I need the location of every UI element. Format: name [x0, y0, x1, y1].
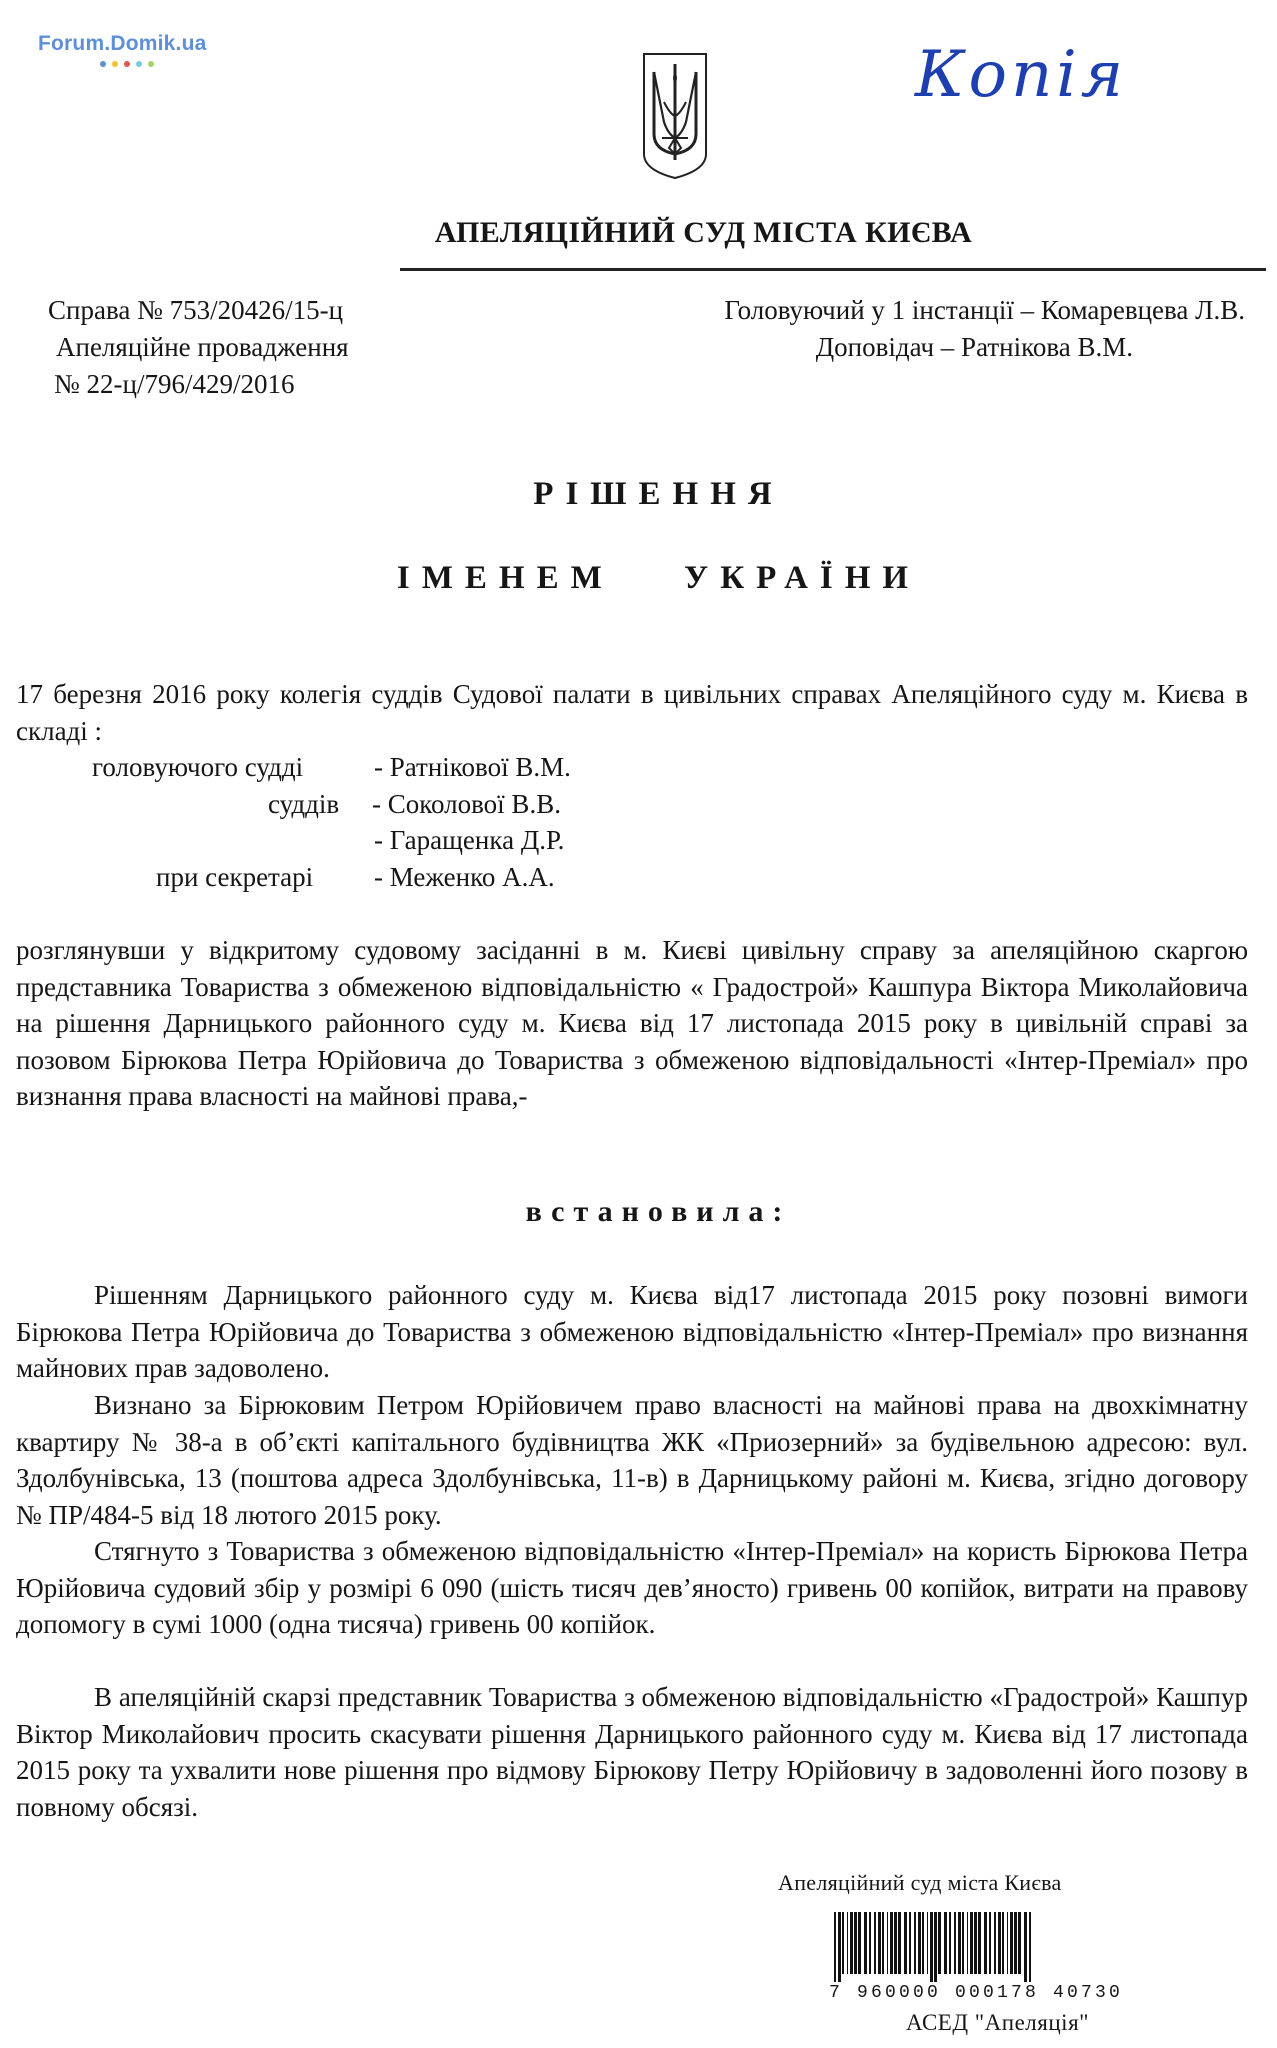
panel-role: суддів: [268, 788, 340, 819]
barcode-bar: [938, 1912, 941, 1974]
barcode-bar: [1007, 1912, 1008, 1974]
considered-paragraph: розглянувши у відкритому судовому засіданні в м. Києві цивільну справу за апеляційною скаргою представника Товариства з обмеженою відповідальністю « Градострой» Кашпура Віктора Миколайовича на рішення Дарницького районного суду м. Києва від 17 листопада 2015 року в цивільній справі за позовом Бірюкова Петра Юрійовича до Товариства з обмеженою відповідальності «Інтер-Преміал» про визнання права власності на майнові права,-: [16, 935, 1248, 1111]
barcode-bar: [994, 1912, 996, 1974]
panel-member: - Ратнікової В.М.: [374, 752, 571, 782]
decision-title: РІШЕННЯ: [533, 476, 784, 512]
reporting-judge: Доповідач – Ратнікова В.М.: [815, 332, 1133, 362]
barcode-bar: [869, 1912, 871, 1974]
case-number-block: [48, 292, 349, 403]
barcode-bar: [882, 1912, 884, 1974]
barcode-bar: [922, 1912, 924, 1974]
watermark-dots: [100, 61, 160, 69]
first-instance-judge: Головуючий у 1 інстанції – Комаревцева Л.В.: [724, 295, 1245, 325]
in-the-name-of-ukraine-title: ІМЕНЕМ УКРАЇНИ: [396, 560, 921, 596]
barcode-bar: [1002, 1912, 1004, 1974]
barcode-bar: [1029, 1912, 1031, 1982]
handwritten-copy-mark: [845, 10, 1175, 150]
barcode-bar: [858, 1912, 861, 1974]
barcode-bar: [958, 1912, 961, 1974]
body-paragraph: Визнано за Бірюковим Петром Юрійовичем право власності на майнові права на двохкімнатну квартиру № 38-а в об’єкті капітального будівництва ЖК «Приозерний» за будівельною адресою: вул. Здолбунівська, 13 (поштова адреса Здолбунівська, 11-в) в Дарницькому районі м. Києва, згідно договору № ПР/484-5 від 18 лютого 2015 року.: [16, 1390, 1248, 1530]
barcode-bar: [874, 1912, 876, 1974]
barcode-bar: [970, 1912, 973, 1974]
barcode-bar: [1018, 1912, 1021, 1974]
established-heading: встановила:: [525, 1195, 792, 1228]
panel-role: головуючого судді: [92, 752, 304, 782]
barcode-bar: [878, 1912, 881, 1974]
ukraine-trident-icon: [640, 42, 710, 182]
case-number: Справа № 753/20426/15-ц: [48, 295, 344, 325]
barcode-bar: [854, 1912, 857, 1974]
barcode-bar: [864, 1912, 867, 1974]
barcode-bar: [918, 1912, 921, 1974]
watermark-dot: [124, 61, 130, 67]
barcode-bar: [898, 1912, 901, 1974]
panel-member: - Соколової В.В.: [372, 788, 561, 819]
watermark-site-name: Forum.Domik.ua: [38, 32, 207, 55]
court-name-heading: АПЕЛЯЦІЙНИЙ СУД МІСТА КИЄВА: [434, 216, 973, 249]
barcode-bar: [890, 1912, 893, 1974]
barcode-bar: [887, 1912, 888, 1974]
barcode-bar: [1010, 1912, 1013, 1974]
panel-member: - Меженко А.А.: [374, 861, 555, 892]
barcode-bar: [978, 1912, 981, 1974]
barcode-bar: [949, 1912, 951, 1974]
barcode-bar: [927, 1912, 928, 1974]
barcode-bar: [834, 1912, 836, 1982]
body-paragraph: Стягнуто з Товариства з обмеженою відповідальністю «Інтер-Преміал» на користь Бірюкова Петра Юрійовича судовий збір у розмірі 6 090 (шість тисяч дев’яносто) гривень 00 копійок, витрати на правову допомогу в сумі 1000 (одна тисяча) гривень 00 копійок.: [16, 1536, 1248, 1639]
judges-info-block: [610, 292, 1245, 366]
barcode-bar: [967, 1912, 968, 1974]
header-divider: [400, 268, 1266, 271]
watermark-dot: [112, 61, 118, 67]
barcode-bar: [1024, 1912, 1027, 1982]
barcode-bar: [962, 1912, 964, 1974]
barcode-bar: [914, 1912, 916, 1974]
barcode-bar: [850, 1912, 853, 1974]
panel-role: при секретарі: [156, 861, 314, 892]
watermark-dot: [136, 61, 142, 67]
body-paragraph: В апеляційній скарзі представник Товариства з обмеженою відповідальністю «Градострой» Кашпур Віктор Миколайович просить скасувати рішення Дарницького районного суду м. Києва від 17 листопада 2015 року та ухвалити нове рішення про відмову Бірюкову Петру Юрійовичу в задоволенні його позову в повному обсязі.: [16, 1682, 1248, 1822]
barcode-bar: [909, 1912, 911, 1974]
barcode-bar: [904, 1912, 907, 1974]
barcode-bar: [930, 1912, 933, 1982]
appeal-proceeding-number: № 22-ц/796/429/2016: [54, 369, 295, 399]
barcode-bar: [954, 1912, 956, 1974]
barcode-bar: [838, 1912, 841, 1982]
panel-member: - Гаращенка Д.Р.: [374, 825, 565, 855]
barcode-bar: [974, 1912, 977, 1974]
footer-system-name: АСЕД "Апеляція": [906, 2010, 1090, 2035]
barcode: [832, 1912, 1119, 1992]
barcode-bar: [894, 1912, 897, 1974]
footer-court-name: Апеляційний суд міста Києва: [778, 1870, 1062, 1895]
watermark-dot: [100, 61, 106, 67]
barcode-bar: [944, 1912, 947, 1974]
body-paragraph: Рішенням Дарницького районного суду м. Києва від17 листопада 2015 року позовні вимоги Бірюкова Петра Юрійовича до Товариства з обмеженою відповідальністю «Інтер-Преміал» про визнання майнових прав задоволено.: [16, 1280, 1248, 1383]
barcode-bar: [847, 1912, 848, 1974]
barcode-bar: [1014, 1912, 1017, 1974]
barcode-bar: [989, 1912, 991, 1974]
barcode-bar: [842, 1912, 844, 1974]
barcode-number: 7 960000 000178 40730: [828, 1983, 1124, 2003]
appeal-proceeding-label: Апеляційне провадження: [56, 332, 349, 362]
barcode-bar: [998, 1912, 1001, 1974]
intro-paragraph: 17 березня 2016 року колегія суддів Судової палати в цивільних справах Апеляційного суду м. Києва в складі :: [16, 679, 1248, 746]
barcode-bar: [934, 1912, 937, 1982]
barcode-bar: [984, 1912, 987, 1974]
watermark-dot: [148, 61, 154, 67]
handwritten-copy-text: Копія: [915, 38, 1128, 112]
